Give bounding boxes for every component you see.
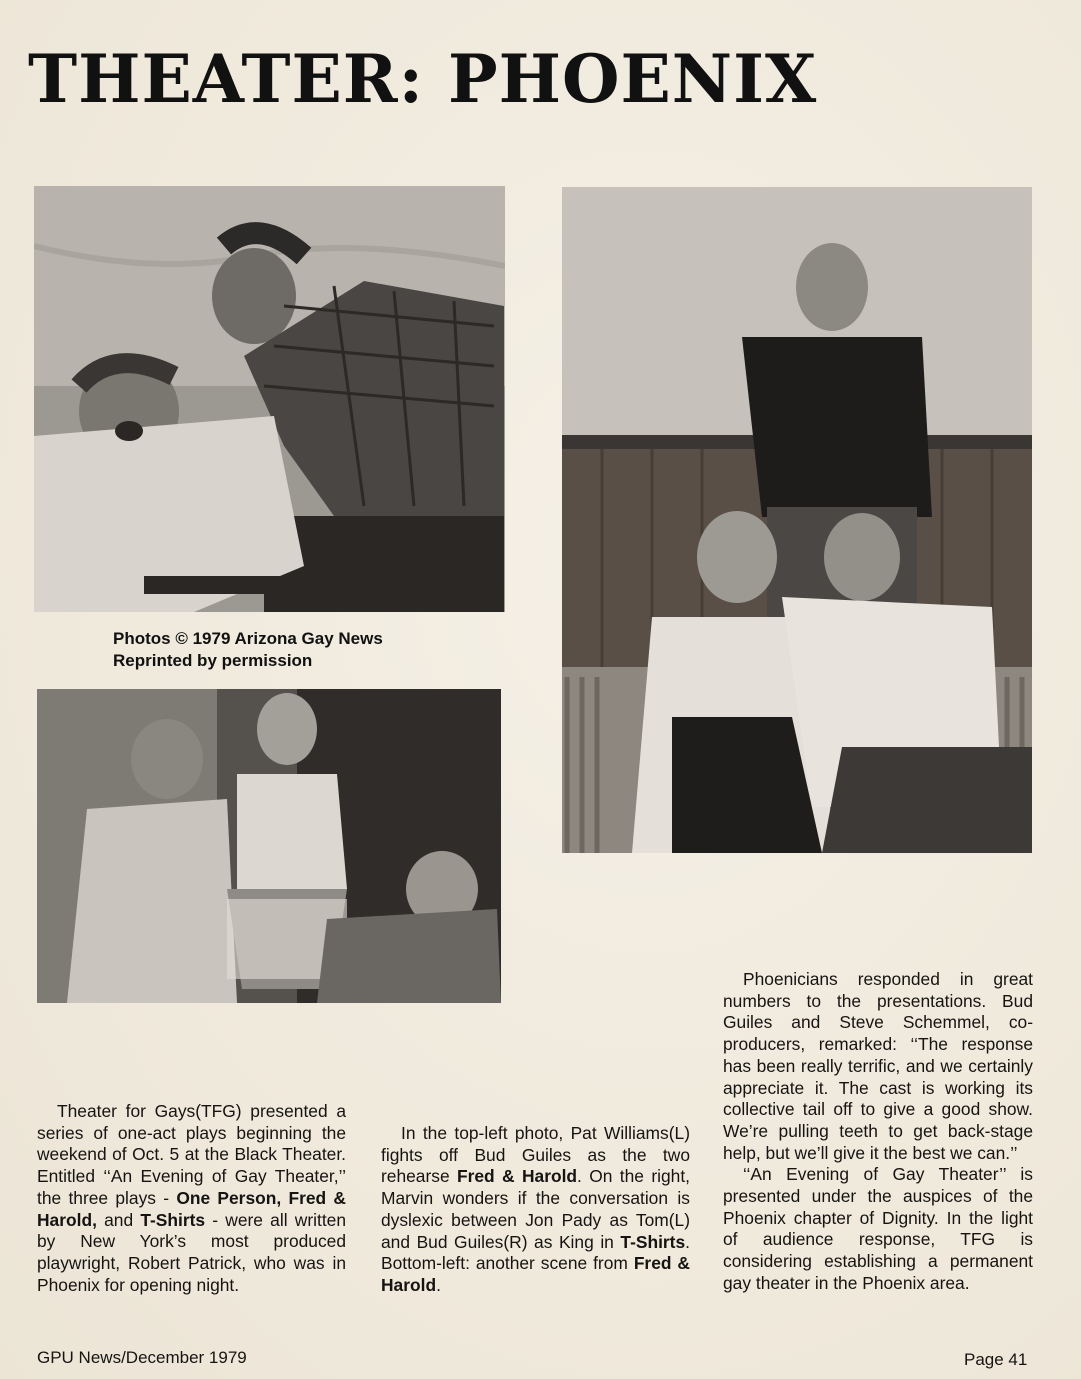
play-title: Fred & Harold xyxy=(381,1253,690,1295)
text-run: - were all written by New York’s most produced playwright, Robert Patrick, who was in Phoenix for opening night. xyxy=(37,1209,346,1295)
article-column-3 xyxy=(723,969,1033,1295)
article-column-2 xyxy=(381,1123,690,1297)
play-title: T-Shirts xyxy=(620,1231,686,1252)
publication-footer: GPU News/December 1979 xyxy=(37,1348,247,1367)
photo-icon xyxy=(562,187,1032,853)
column-2-paragraph xyxy=(381,1123,690,1297)
page-number: Page 41 xyxy=(964,1350,1028,1369)
play-title: Fred & Harold xyxy=(457,1166,578,1187)
text-run: . On the right, Marvin wonders if the conversation is dyslexic between Jon Pady as Tom(L) and Bud Guiles(R) as King in xyxy=(381,1166,690,1252)
photo-right xyxy=(562,187,1032,853)
text-run: In the top-left photo, Pat Williams(L) fights off Bud Guiles as the two rehearse xyxy=(381,1123,690,1187)
play-title: T-Shirts xyxy=(140,1209,206,1230)
text-run: . xyxy=(436,1274,441,1295)
text-run: Theater for Gays(TFG) presented a series of one-act plays beginning the weekend of Oct. 5 at the Black Theater. Entitled ‘‘An Evening of Gay Theater,’’ the three plays - xyxy=(37,1101,346,1208)
text-run: and xyxy=(96,1209,141,1230)
photo-credit-line: Photos © 1979 Arizona Gay News xyxy=(113,629,383,648)
text-run: . Bottom-left: another scene from xyxy=(381,1231,690,1274)
column-3-paragraph-1: Phoenicians responded in great numbers to the presentations. Bud Guiles and Steve Schemmel, co-producers, remarked: ‘‘The response has been really terrific, and we certainly appreciate it. The cast is working its collective tail off to give a good show. We’re pulling teeth to get back-stage help, but we’ll give it the best we can.’’ xyxy=(723,969,1033,1163)
play-title: One Person, Fred & Harold, xyxy=(37,1187,346,1230)
bleed-through-artifact xyxy=(820,40,842,122)
column-1-paragraph xyxy=(37,1101,346,1296)
photo-credit-caption xyxy=(113,628,383,672)
photo-bottom-left xyxy=(37,689,501,1003)
column-3-paragraph-2: ‘‘An Evening of Gay Theater’’ is presented under the auspices of the Phoenix chapter of Dignity. In the light of audience response, TFG is considering establishing a permanent gay theater in the Phoenix area. xyxy=(723,1164,1033,1293)
photo-icon xyxy=(34,186,505,612)
article-column-1 xyxy=(37,1101,346,1296)
page-title: THEATER: PHOENIX xyxy=(28,40,818,118)
permission-line: Reprinted by permission xyxy=(113,651,313,670)
photo-top-left xyxy=(34,186,505,612)
photo-icon xyxy=(37,689,501,1003)
